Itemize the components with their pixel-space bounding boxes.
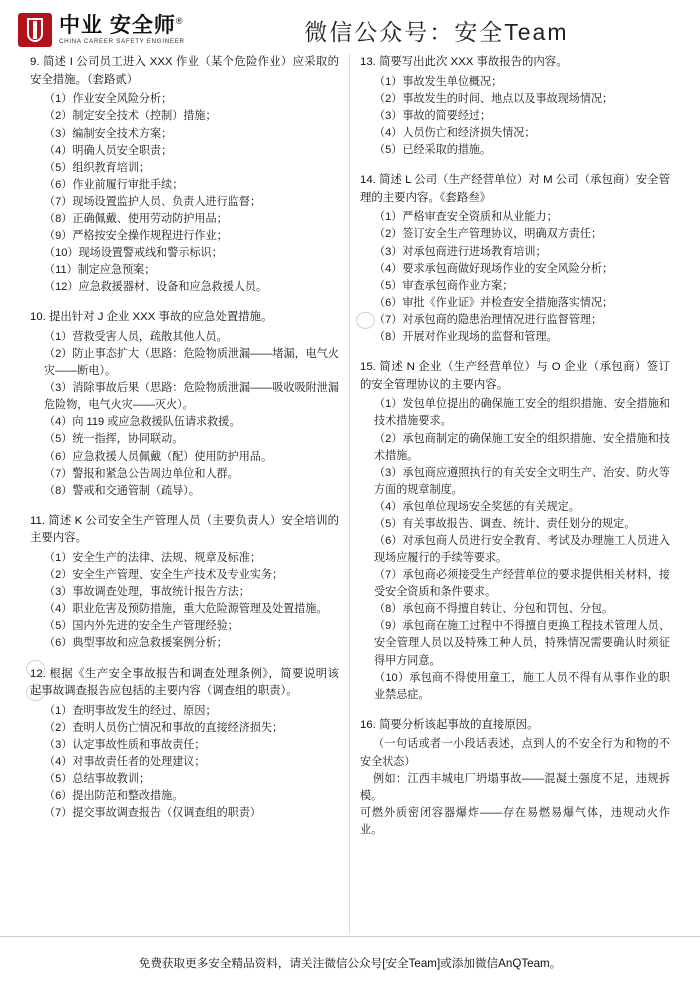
page-footer <box>0 936 700 989</box>
answer-item: （5）审查承包商作业方案； <box>374 279 514 292</box>
brand-name-cn <box>59 15 185 36</box>
answer-item: （2）事故发生的时间、地点以及事故现场情况； <box>374 92 614 105</box>
answer-item: （11）制定应急预案； <box>44 264 156 277</box>
footer-text: 免费获取更多安全精品资料，请关注微信公众号[安全Team]或添加微信AnQTeam。 <box>138 957 562 970</box>
shield-logo-icon <box>18 13 52 47</box>
answer-item: （5）总结事故教训； <box>44 773 151 786</box>
answer-note: 可燃外质密闭容器爆炸——存在易燃易爆气体，违规动火作业。 <box>360 806 670 836</box>
answer-item: （8）开展对作业现场的监督和管理。 <box>374 330 558 343</box>
answer-item: （5）有关事故报告、调查、统计、责任划分的规定。 <box>374 517 636 530</box>
question-block-14 <box>360 172 670 346</box>
question-block-10 <box>30 309 339 499</box>
answer-item: （3）事故调查处理，事故统计报告方法； <box>44 586 250 599</box>
brand-name-cn-text: 中业 安全师 <box>59 13 176 37</box>
answer-item: （1）查明事故发生的经过、原因； <box>44 704 217 717</box>
answer-item: （5）组织教育培训； <box>44 161 151 174</box>
question-title: 12. 根据《生产安全事故报告和调查处理条例》，简要说明该起事故调查报告应包括的主要内容（调查组的职责）。 <box>30 667 339 698</box>
answer-item: （4）要求承包商做好现场作业的安全风险分析； <box>374 262 614 275</box>
answer-item: （3）对承包商进行进场教育培训； <box>374 245 547 258</box>
answer-item: （1）营救受害人员，疏散其他人员。 <box>44 330 228 343</box>
answer-item: （3）消除事故后果（思路：危险物质泄漏——吸收吸附泄漏危险物，电气火灾——灭火）。 <box>44 382 339 412</box>
question-block-15 <box>360 359 670 704</box>
answer-item: （2）签订安全生产管理协议，明确双方责任； <box>374 228 603 241</box>
answer-item: （4）承包单位现场安全奖惩的有关规定。 <box>374 500 580 513</box>
answer-item: （8）正确佩戴、使用劳动防护用品； <box>44 212 228 225</box>
brand-logo <box>18 13 185 47</box>
answer-item: （4）向 119 或应急救援队伍请求救援。 <box>44 416 241 429</box>
question-title: 16. 简要分析该起事故的直接原因。 <box>360 718 539 731</box>
answer-item: （7）承包商必须接受生产经营单位的要求提供相关材料，接受安全资质和条件要求。 <box>374 569 670 599</box>
page-title: 微信公众号：安全Team <box>304 18 569 45</box>
brand-name-en: CHINA CAREER SAFETY ENGINEER <box>59 37 185 45</box>
answer-item: （1）发包单位提出的确保施工安全的组织措施、安全措施和技术措施要求。 <box>374 398 670 428</box>
answer-item: （3）事故的简要经过； <box>374 109 492 122</box>
question-title: 13. 简要写出此次 XXX 事故报告的内容。 <box>360 56 568 68</box>
answer-item: （3）编制安全技术方案； <box>44 127 173 140</box>
answer-item: （1）事故发生单位概况； <box>374 75 503 88</box>
answer-item: （5）国内外先进的安全生产管理经验； <box>44 620 239 633</box>
answer-item: （7）警报和紧急公告周边单位和人群。 <box>44 467 239 480</box>
right-column <box>350 54 680 934</box>
answer-item: （6）作业前履行审批手续； <box>44 178 184 191</box>
answer-item: （4）人员伤亡和经济损失情况； <box>374 126 536 139</box>
page-header <box>0 0 700 54</box>
question-block-9 <box>30 54 339 296</box>
answer-item: （8）承包商不得擅自转让、分包和罚包、分包。 <box>374 603 614 616</box>
answer-item: （10）承包商不得使用童工，施工人员不得有从事作业的职业禁忌症。 <box>374 671 670 701</box>
answer-item: （1）作业安全风险分析； <box>44 93 173 106</box>
answer-item: （7）现场设置监护人员、负责人进行监督； <box>44 195 261 208</box>
answer-item: （2）承包商制定的确保施工安全的组织措施、安全措施和技术措施。 <box>374 432 670 462</box>
answer-item: （3）认定事故性质和事故责任； <box>44 739 206 752</box>
brand-text <box>59 15 185 45</box>
answer-item: （8）警戒和交通管制（疏导）。 <box>44 484 200 497</box>
answer-item: （6）典型事故和应急救援案例分析； <box>44 637 228 650</box>
question-title: 11. 简述 K 公司安全生产管理人员（主要负责人）安全培训的主要内容。 <box>30 514 339 545</box>
answer-item: （2）查明人员伤亡情况和事故的直接经济损失； <box>44 721 284 734</box>
answer-item: （3）承包商应遵照执行的有关安全文明生产、治安、防火等方面的规章制度。 <box>374 466 670 496</box>
answer-item: （7）对承包商的隐患治理情况进行监督管理； <box>374 313 603 326</box>
registered-mark-icon: ® <box>175 15 184 26</box>
left-column <box>20 54 350 934</box>
answer-item: （1）安全生产的法律、法规、规章及标准； <box>44 552 261 565</box>
answer-item: （2）制定安全技术（控制）措施； <box>44 110 217 123</box>
answer-item: （10）现场设置警戒线和警示标识； <box>44 247 223 260</box>
answer-item: （9）承包商在施工过程中不得擅自更换工程技术管理人员、安全管理人员以及特殊工种人员，特殊情况需要确认时须征得甲方同意。 <box>374 620 670 667</box>
answer-item: （6）对承包商人员进行安全教育、考试及办理施工人员进入现场应履行的手续等要求。 <box>374 535 670 565</box>
answer-item: （6）应急救援人员佩戴（配）使用防护用品。 <box>44 450 273 463</box>
answer-item: （12）应急救援器材、设备和应急救援人员。 <box>44 281 268 294</box>
answer-item: （4）职业危害及预防措施，重大危险源管理及处置措施。 <box>44 603 328 616</box>
answer-item: （5）已经采取的措施。 <box>374 143 492 156</box>
question-title: 15. 简述 N 企业（生产经营单位）与 O 企业（承包商）签订的安全管理协议的主要内容。 <box>360 361 670 391</box>
content-columns <box>0 54 700 934</box>
question-title: 14. 简述 L 公司（生产经营单位）对 M 公司（承包商）安全管理的主要内容。《套路叁》 <box>360 174 670 204</box>
question-title: 10. 提出针对 J 企业 XXX 事故的应急处置措施。 <box>30 311 273 324</box>
answer-item: （6）提出防范和整改措施。 <box>44 790 184 803</box>
answer-item: （7）提交事故调查报告（仅调查组的职责） <box>44 807 261 820</box>
question-block-11 <box>30 513 339 653</box>
question-block-16 <box>360 717 670 839</box>
answer-item: （1）严格审查安全资质和从业能力； <box>374 211 558 224</box>
answer-item: （4）对事故责任者的处理建议； <box>44 756 206 769</box>
question-block-13 <box>360 54 670 159</box>
answer-item: （2）防止事态扩大（思路：危险物质泄漏——堵漏，电气火灾——断电）。 <box>44 348 339 378</box>
answer-item: （9）严格按安全操作规程进行作业； <box>44 229 228 242</box>
answer-item: （5）统一指挥，协同联动。 <box>44 433 184 446</box>
answer-item: （6）审批《作业证》并检查安全措施落实情况； <box>374 296 614 309</box>
question-block-12 <box>30 666 339 823</box>
answer-item: （4）明确人员安全职责； <box>44 144 173 157</box>
question-title: 9. 简述 I 公司员工进入 XXX 作业（某个危险作业）应采取的安全措施。（套路贰） <box>30 56 339 86</box>
answer-note: （一句话或者一小段话表述，点到人的不安全行为和物的不安全状态） <box>360 738 670 768</box>
answer-note: 例如：江西丰城电厂坍塌事故——混凝土强度不足，违规拆模。 <box>360 772 670 802</box>
answer-item: （2）安全生产管理、安全生产技术及专业实务； <box>44 569 284 582</box>
